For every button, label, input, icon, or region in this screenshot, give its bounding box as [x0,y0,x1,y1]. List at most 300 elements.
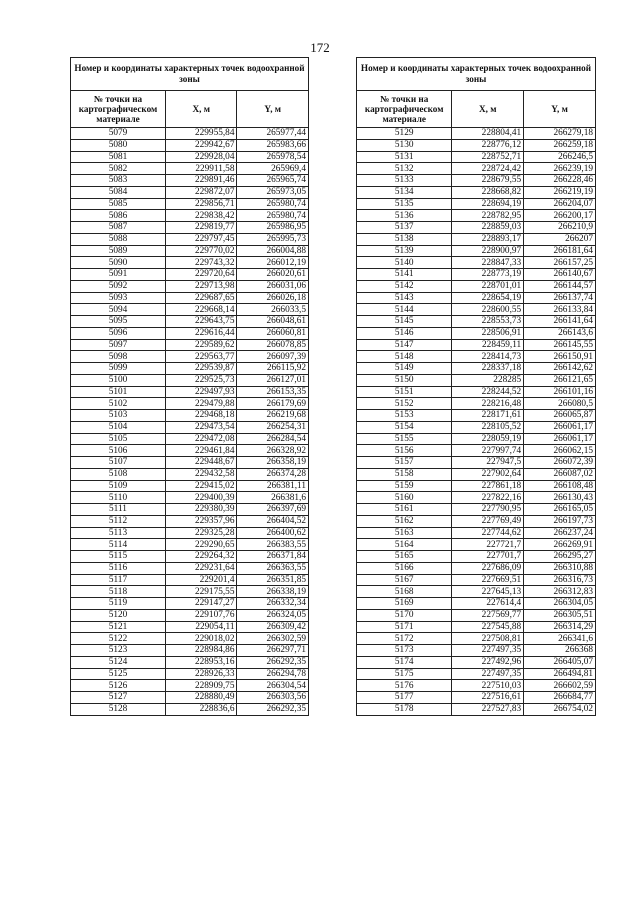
cell-y: 266602,59 [524,680,596,692]
cell-x: 228880,49 [165,692,237,704]
cell-point-number: 5106 [71,445,166,457]
cell-y: 266351,85 [237,574,309,586]
cell-y: 266004,88 [237,245,309,257]
cell-point-number: 5149 [357,363,452,375]
cell-y: 266368 [524,645,596,657]
cell-x: 229563,77 [165,351,237,363]
table-row [357,656,596,668]
cell-point-number: 5175 [357,668,452,680]
cell-point-number: 5134 [357,186,452,198]
cell-y: 266494,81 [524,668,596,680]
cell-x: 227510,03 [452,680,524,692]
cell-x: 228337,18 [452,363,524,375]
cell-x: 227508,81 [452,633,524,645]
table-row [71,574,309,586]
cell-point-number: 5143 [357,292,452,304]
cell-x: 229911,58 [165,163,237,175]
cell-y: 266012,19 [237,257,309,269]
cell-point-number: 5095 [71,316,166,328]
cell-x: 227497,35 [452,645,524,657]
cell-x: 229687,65 [165,292,237,304]
cell-point-number: 5120 [71,609,166,621]
table-row [71,139,309,151]
cell-y: 266405,07 [524,656,596,668]
cell-point-number: 5086 [71,210,166,222]
table-row [71,504,309,516]
cell-y: 266026,18 [237,292,309,304]
cell-y: 266061,17 [524,421,596,433]
cell-x: 228773,19 [452,269,524,281]
table-row [71,351,309,363]
cell-y: 266033,5 [237,304,309,316]
cell-point-number: 5135 [357,198,452,210]
cell-point-number: 5122 [71,633,166,645]
cell-x: 229473,54 [165,421,237,433]
cell-y: 266157,25 [524,257,596,269]
cell-y: 266397,69 [237,504,309,516]
cell-x: 229497,93 [165,386,237,398]
table-row [357,609,596,621]
cell-y: 266210,9 [524,222,596,234]
cell-y: 266150,91 [524,351,596,363]
table-row [357,233,596,245]
cell-y: 266381,11 [237,480,309,492]
cell-point-number: 5158 [357,468,452,480]
cell-point-number: 5125 [71,668,166,680]
cell-x: 228776,12 [452,139,524,151]
cell-point-number: 5168 [357,586,452,598]
table-row [357,562,596,574]
cell-x: 229054,11 [165,621,237,633]
cell-x: 227492,96 [452,656,524,668]
table-row [357,703,596,715]
cell-y: 265980,74 [237,198,309,210]
cell-y: 266302,59 [237,633,309,645]
cell-point-number: 5166 [357,562,452,574]
cell-y: 266142,62 [524,363,596,375]
table-row [357,292,596,304]
cell-x: 227861,18 [452,480,524,492]
cell-x: 229955,84 [165,128,237,140]
table-row [357,257,596,269]
cell-point-number: 5085 [71,198,166,210]
table-row [357,363,596,375]
cell-x: 229838,42 [165,210,237,222]
cell-point-number: 5118 [71,586,166,598]
cell-y: 265977,44 [237,128,309,140]
cell-y: 266137,74 [524,292,596,304]
table-row [71,363,309,375]
cell-x: 229018,02 [165,633,237,645]
cell-point-number: 5087 [71,222,166,234]
cell-x: 228909,75 [165,680,237,692]
table-row [357,504,596,516]
cell-y: 266087,02 [524,468,596,480]
coordinates-table-right [356,57,596,716]
cell-y: 266108,48 [524,480,596,492]
table-row [71,703,309,715]
cell-x: 228804,41 [452,128,524,140]
cell-y: 266130,43 [524,492,596,504]
cell-y: 265973,05 [237,186,309,198]
column-header-x: X, м [165,91,237,128]
cell-x: 228600,55 [452,304,524,316]
cell-y: 266383,55 [237,539,309,551]
cell-point-number: 5112 [71,515,166,527]
table-row [71,539,309,551]
table-row [357,586,596,598]
cell-y: 266358,19 [237,457,309,469]
table-row [357,633,596,645]
cell-x: 229872,07 [165,186,237,198]
cell-y: 266314,29 [524,621,596,633]
cell-y: 266381,6 [237,492,309,504]
cell-y: 266400,62 [237,527,309,539]
table-row [357,245,596,257]
cell-x: 229819,77 [165,222,237,234]
cell-point-number: 5171 [357,621,452,633]
cell-y: 266181,64 [524,245,596,257]
cell-y: 266143,6 [524,327,596,339]
cell-x: 227769,49 [452,515,524,527]
cell-x: 227645,13 [452,586,524,598]
cell-point-number: 5156 [357,445,452,457]
cell-point-number: 5161 [357,504,452,516]
table-title: Номер и координаты характерных точек водоохранной зоны [71,58,309,91]
cell-y: 266219,68 [237,410,309,422]
cell-point-number: 5173 [357,645,452,657]
cell-x: 229942,67 [165,139,237,151]
cell-point-number: 5111 [71,504,166,516]
cell-x: 228724,42 [452,163,524,175]
cell-x: 228654,19 [452,292,524,304]
table-row [71,656,309,668]
column-header-x: X, м [452,91,524,128]
table-row [71,151,309,163]
cell-y: 266097,39 [237,351,309,363]
table-row [357,151,596,163]
cell-x: 229472,08 [165,433,237,445]
table-row [71,316,309,328]
cell-point-number: 5128 [71,703,166,715]
cell-point-number: 5148 [357,351,452,363]
column-header-point-number: № точки на картографическом материале [71,91,166,128]
cell-point-number: 5103 [71,410,166,422]
cell-x: 229616,44 [165,327,237,339]
cell-point-number: 5124 [71,656,166,668]
cell-point-number: 5108 [71,468,166,480]
table-row [357,339,596,351]
cell-x: 228171,61 [452,410,524,422]
cell-point-number: 5140 [357,257,452,269]
cell-x: 229290,65 [165,539,237,551]
cell-x: 228694,19 [452,198,524,210]
cell-y: 266246,5 [524,151,596,163]
table-row [357,445,596,457]
cell-y: 266309,42 [237,621,309,633]
cell-point-number: 5121 [71,621,166,633]
table-row [357,374,596,386]
cell-y: 266228,46 [524,175,596,187]
table-row [357,386,596,398]
cell-x: 228285 [452,374,524,386]
cell-point-number: 5130 [357,139,452,151]
cell-x: 229415,02 [165,480,237,492]
cell-y: 266165,05 [524,504,596,516]
cell-x: 229264,32 [165,551,237,563]
cell-x: 227569,77 [452,609,524,621]
table-row [357,304,596,316]
cell-x: 229643,75 [165,316,237,328]
cell-point-number: 5117 [71,574,166,586]
cell-x: 229928,04 [165,151,237,163]
table-row [357,598,596,610]
cell-y: 266303,56 [237,692,309,704]
cell-x: 229720,64 [165,269,237,281]
cell-point-number: 5094 [71,304,166,316]
cell-x: 229231,64 [165,562,237,574]
cell-x: 227997,74 [452,445,524,457]
table-row [71,175,309,187]
cell-point-number: 5133 [357,175,452,187]
cell-point-number: 5172 [357,633,452,645]
table-row [71,421,309,433]
cell-point-number: 5155 [357,433,452,445]
table-row [357,280,596,292]
cell-x: 229891,46 [165,175,237,187]
cell-y: 266153,35 [237,386,309,398]
cell-point-number: 5177 [357,692,452,704]
cell-y: 266060,81 [237,327,309,339]
cell-y: 265969,4 [237,163,309,175]
table-row [357,492,596,504]
cell-point-number: 5119 [71,598,166,610]
cell-y: 266292,35 [237,703,309,715]
cell-point-number: 5088 [71,233,166,245]
cell-x: 228105,52 [452,421,524,433]
cell-point-number: 5154 [357,421,452,433]
cell-point-number: 5123 [71,645,166,657]
cell-x: 227686,09 [452,562,524,574]
cell-y: 266101,16 [524,386,596,398]
cell-y: 266259,18 [524,139,596,151]
cell-x: 228953,16 [165,656,237,668]
cell-point-number: 5107 [71,457,166,469]
cell-y: 266133,84 [524,304,596,316]
table-row [71,527,309,539]
table-row [71,233,309,245]
cell-y: 266312,83 [524,586,596,598]
cell-x: 228216,48 [452,398,524,410]
cell-x: 229539,87 [165,363,237,375]
cell-y: 266328,92 [237,445,309,457]
column-header-y: Y, м [237,91,309,128]
cell-y: 266404,52 [237,515,309,527]
cell-point-number: 5089 [71,245,166,257]
cell-x: 229432,58 [165,468,237,480]
cell-x: 228893,17 [452,233,524,245]
cell-point-number: 5081 [71,151,166,163]
cell-y: 266239,19 [524,163,596,175]
cell-point-number: 5090 [71,257,166,269]
cell-y: 266062,15 [524,445,596,457]
cell-point-number: 5144 [357,304,452,316]
table-row [71,339,309,351]
cell-point-number: 5093 [71,292,166,304]
cell-x: 229325,28 [165,527,237,539]
cell-y: 266197,73 [524,515,596,527]
cell-x: 227497,35 [452,668,524,680]
cell-point-number: 5132 [357,163,452,175]
table-row [71,163,309,175]
cell-x: 229201,4 [165,574,237,586]
cell-point-number: 5116 [71,562,166,574]
cell-x: 228059,19 [452,433,524,445]
cell-y: 266304,05 [524,598,596,610]
cell-x: 228414,73 [452,351,524,363]
coordinates-table-left [70,57,309,716]
cell-point-number: 5100 [71,374,166,386]
cell-point-number: 5141 [357,269,452,281]
cell-point-number: 5113 [71,527,166,539]
table-row [357,128,596,140]
cell-x: 228782,95 [452,210,524,222]
table-row [357,269,596,281]
table-row [357,410,596,422]
cell-point-number: 5176 [357,680,452,692]
cell-x: 228506,91 [452,327,524,339]
table-row [71,668,309,680]
table-row [357,551,596,563]
cell-x: 227744,62 [452,527,524,539]
cell-x: 229525,73 [165,374,237,386]
table-row [71,609,309,621]
cell-y: 266204,07 [524,198,596,210]
cell-x: 228668,82 [452,186,524,198]
table-title: Номер и координаты характерных точек водоохранной зоны [357,58,596,91]
table-row [357,468,596,480]
table-row [71,245,309,257]
table-row [71,257,309,269]
cell-point-number: 5115 [71,551,166,563]
cell-point-number: 5167 [357,574,452,586]
table-row [71,680,309,692]
cell-point-number: 5091 [71,269,166,281]
cell-x: 228926,33 [165,668,237,680]
cell-y: 266237,24 [524,527,596,539]
table-row [357,574,596,586]
table-row [71,633,309,645]
cell-point-number: 5092 [71,280,166,292]
table-row [71,515,309,527]
cell-point-number: 5153 [357,410,452,422]
cell-y: 266061,17 [524,433,596,445]
cell-point-number: 5129 [357,128,452,140]
table-row [71,645,309,657]
cell-point-number: 5101 [71,386,166,398]
cell-y: 266338,19 [237,586,309,598]
cell-x: 228701,01 [452,280,524,292]
cell-y: 266127,01 [237,374,309,386]
cell-x: 227545,88 [452,621,524,633]
table-row [357,210,596,222]
cell-y: 266284,54 [237,433,309,445]
cell-y: 266269,91 [524,539,596,551]
cell-point-number: 5131 [357,151,452,163]
table-row [357,433,596,445]
column-header-point-number: № точки на картографическом материале [357,91,452,128]
cell-x: 229668,14 [165,304,237,316]
cell-y: 266144,57 [524,280,596,292]
table-row [357,645,596,657]
cell-y: 266310,88 [524,562,596,574]
cell-y: 266080,5 [524,398,596,410]
cell-y: 266754,02 [524,703,596,715]
table-row [71,480,309,492]
table-row [71,586,309,598]
table-row [357,139,596,151]
cell-x: 227822,16 [452,492,524,504]
cell-point-number: 5142 [357,280,452,292]
table-row [357,222,596,234]
cell-y: 266294,78 [237,668,309,680]
cell-y: 266305,51 [524,609,596,621]
cell-x: 229797,45 [165,233,237,245]
cell-y: 265965,74 [237,175,309,187]
table-row [71,210,309,222]
cell-point-number: 5136 [357,210,452,222]
cell-point-number: 5102 [71,398,166,410]
cell-y: 266371,84 [237,551,309,563]
cell-x: 228900,97 [452,245,524,257]
cell-x: 227790,95 [452,504,524,516]
table-row [357,186,596,198]
table-row [71,269,309,281]
cell-x: 229479,88 [165,398,237,410]
cell-x: 228836,6 [165,703,237,715]
table-row [71,386,309,398]
table-row [71,457,309,469]
cell-y: 265980,74 [237,210,309,222]
cell-y: 266179,69 [237,398,309,410]
table-row [357,457,596,469]
cell-point-number: 5178 [357,703,452,715]
table-row [71,598,309,610]
cell-x: 229468,18 [165,410,237,422]
table-row [71,692,309,704]
cell-y: 266292,35 [237,656,309,668]
cell-x: 229461,84 [165,445,237,457]
table-row [71,327,309,339]
cell-x: 228553,73 [452,316,524,328]
cell-point-number: 5151 [357,386,452,398]
cell-y: 265978,54 [237,151,309,163]
table-row [71,621,309,633]
cell-point-number: 5145 [357,316,452,328]
cell-x: 229175,55 [165,586,237,598]
cell-y: 266297,71 [237,645,309,657]
table-row [71,304,309,316]
cell-point-number: 5080 [71,139,166,151]
table-row [71,445,309,457]
cell-y: 266140,67 [524,269,596,281]
cell-y: 266121,65 [524,374,596,386]
cell-y: 266031,06 [237,280,309,292]
table-body [71,128,309,716]
cell-point-number: 5126 [71,680,166,692]
table-row [357,480,596,492]
cell-x: 229589,62 [165,339,237,351]
